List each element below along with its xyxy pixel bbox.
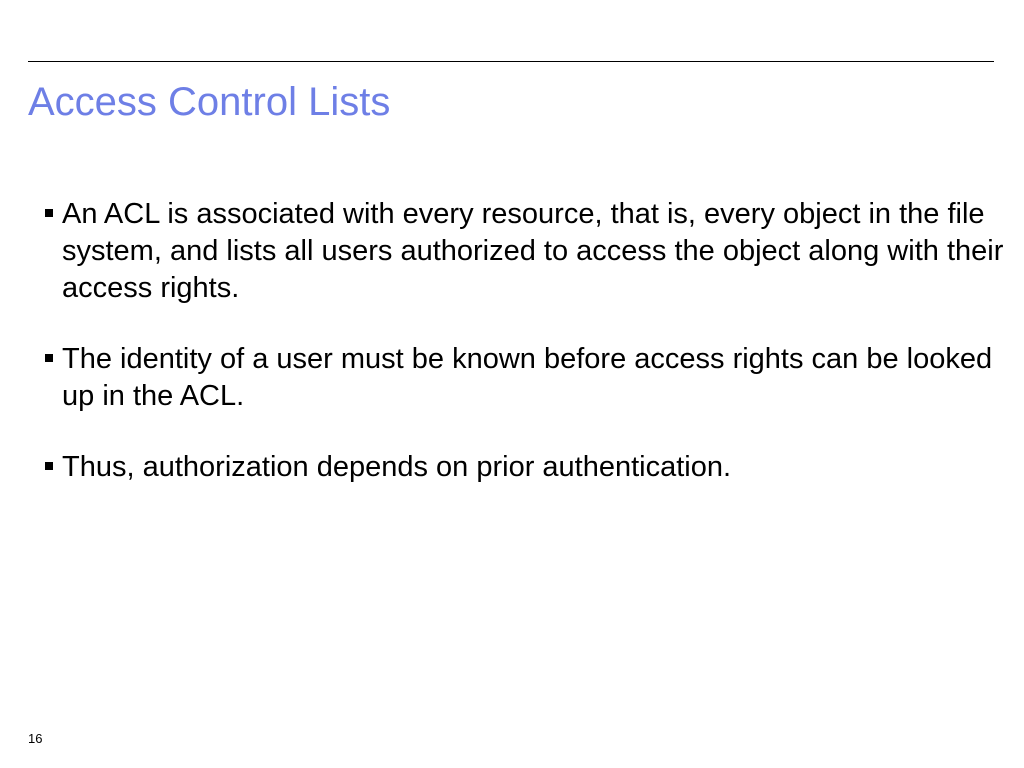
title-divider-line <box>28 61 994 62</box>
square-bullet-icon <box>45 462 53 470</box>
square-bullet-icon <box>45 209 53 217</box>
bullet-text: The identity of a user must be known before access rights can be looked up in the ACL. <box>62 343 993 412</box>
slide-title: Access Control Lists <box>28 80 391 124</box>
bullet-text: An ACL is associated with every resource, that is, every object in the file system, and lists all users authorized to access the object along with their access rights. <box>62 198 1004 304</box>
bullet-item <box>42 341 1007 415</box>
square-bullet-icon <box>45 354 53 362</box>
slide-number: 16 <box>28 731 43 746</box>
bullet-text: Thus, authorization depends on prior authentication. <box>62 451 732 483</box>
bullet-list <box>42 196 1007 520</box>
bullet-item <box>42 196 1007 307</box>
bullet-item <box>42 449 1007 486</box>
